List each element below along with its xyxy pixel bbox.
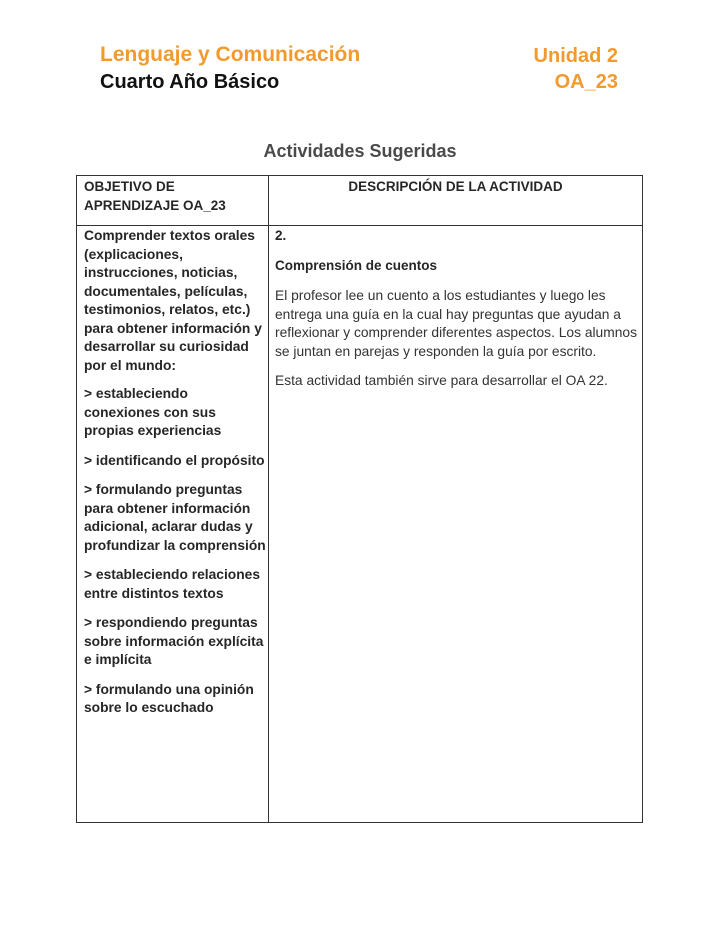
objective-column-header: OBJETIVO DE APRENDIZAJE OA_23 xyxy=(84,179,226,213)
objective-cell xyxy=(84,227,266,729)
column-divider xyxy=(268,176,269,822)
section-title: Actividades Sugeridas xyxy=(263,141,457,161)
objective-item: > formulando una opinión sobre lo escuchado xyxy=(84,681,254,715)
document-header xyxy=(100,42,620,98)
objective-item: > estableciendo conexiones con sus propias experiencias xyxy=(84,386,222,438)
objective-statement: Comprender textos orales (explicaciones, instrucciones, noticias, documentales, películas, testimonios, relatos, etc.) para obtener información y desarrollar su curiosidad por el mundo: xyxy=(84,228,262,373)
activity-title: Comprensión de cuentos xyxy=(275,258,438,273)
objective-item: > formulando preguntas para obtener información adicional, aclarar dudas y profundizar la comprensión xyxy=(84,482,266,553)
subject-title: Lenguaje y Comunicación xyxy=(100,43,361,66)
description-cell xyxy=(275,227,637,402)
unit-label: Unidad 2 xyxy=(533,45,618,67)
oa-code: OA_23 xyxy=(554,71,618,93)
objective-item: > estableciendo relaciones entre distintos textos xyxy=(84,567,260,601)
header-row-divider xyxy=(77,225,642,226)
objective-item: > respondiendo preguntas sobre información explícita e implícita xyxy=(84,615,264,667)
description-column-header: DESCRIPCIÓN DE LA ACTIVIDAD xyxy=(348,179,563,194)
activity-table xyxy=(76,175,643,823)
objective-item: > identificando el propósito xyxy=(84,452,265,468)
activity-number: 2. xyxy=(275,228,287,243)
grade-level: Cuarto Año Básico xyxy=(100,71,280,93)
activity-note: Esta actividad también sirve para desarrollar el OA 22. xyxy=(275,373,608,388)
activity-paragraph: El profesor lee un cuento a los estudiantes y luego les entrega una guía en la cual hay preguntas que ayudan a reflexionar y comprender diferentes aspectos. Los alumnos se juntan en parejas y responden la guía por escrito. xyxy=(275,288,637,359)
